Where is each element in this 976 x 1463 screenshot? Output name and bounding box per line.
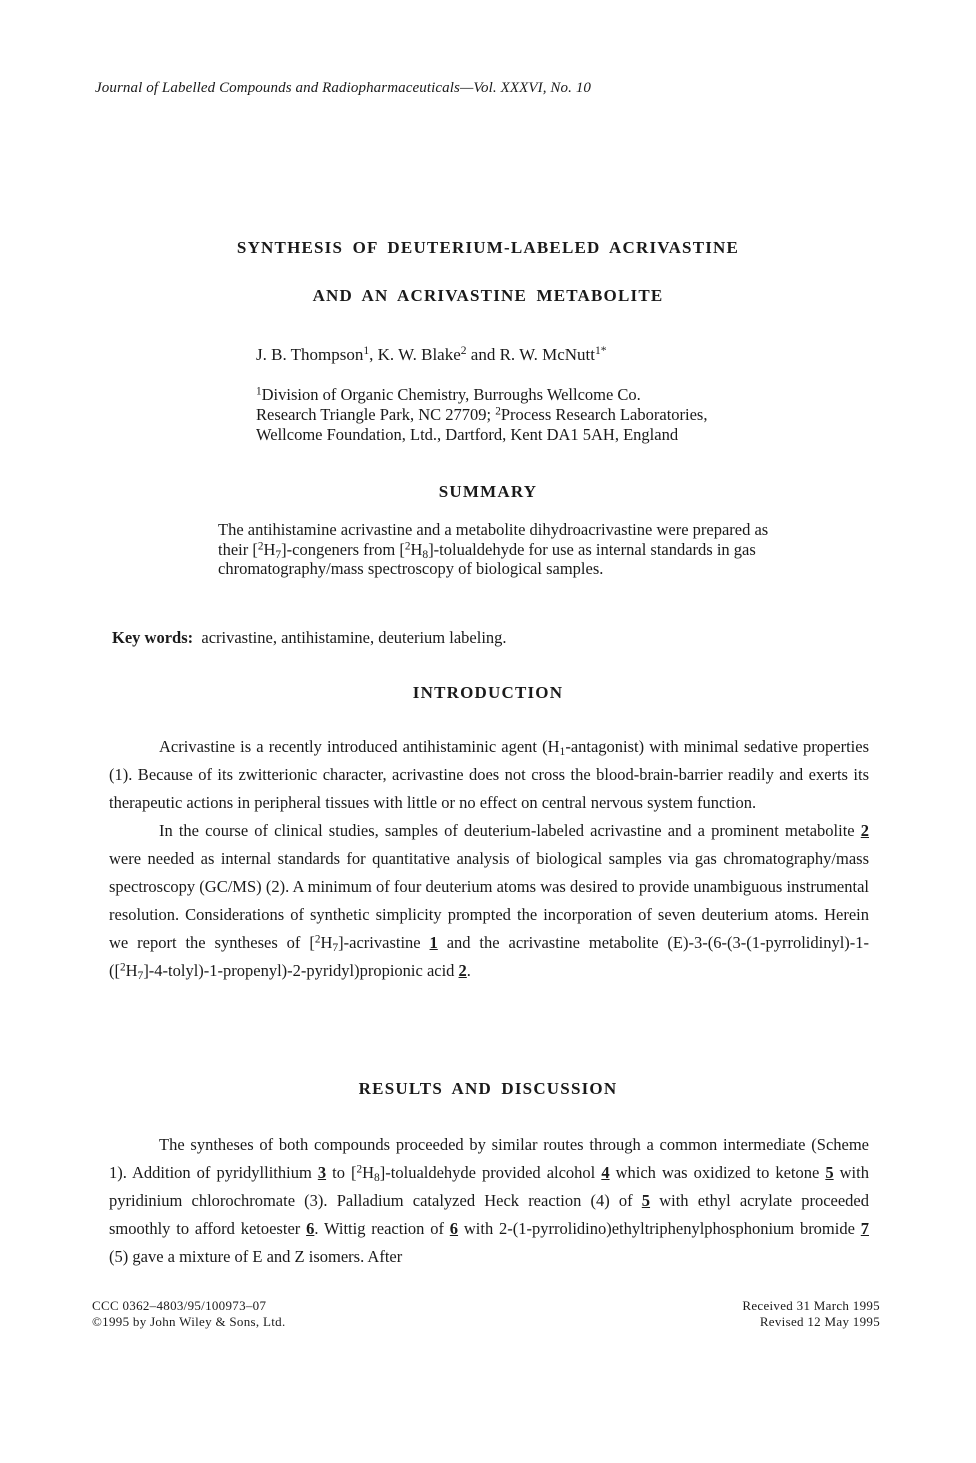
ccc-code: CCC 0362–4803/95/100973–07 xyxy=(92,1298,267,1313)
text-run: ]-tolualdehyde provided alcohol xyxy=(379,1163,602,1182)
text-run: ]-4-tolyl)-1-propenyl)-2-pyridyl)propionic acid xyxy=(143,961,459,980)
atom-count: 7 xyxy=(137,969,144,982)
summary-text: ]-congeners from [ xyxy=(281,539,405,559)
affiliations xyxy=(256,385,707,445)
title-line-2: AND AN ACRIVASTINE METABOLITE xyxy=(312,286,664,305)
results-body xyxy=(109,1131,869,1271)
compound-number: 1 xyxy=(429,933,438,952)
element-symbol: H xyxy=(263,539,276,559)
affiliation-marker: 1 xyxy=(256,385,262,398)
compound-number: 6 xyxy=(306,1219,315,1238)
text-run: which was oxidized to ketone xyxy=(609,1163,826,1182)
author-separator: , xyxy=(369,345,378,364)
compound-number: 4 xyxy=(601,1163,610,1182)
atom-count: 7 xyxy=(332,941,339,954)
atom-count: 8 xyxy=(374,1171,380,1184)
text-run: ]-acrivastine xyxy=(338,933,430,952)
affiliation-text: Process Research Laboratories, xyxy=(500,405,708,424)
affiliation-marker: 2 xyxy=(495,405,501,418)
element-symbol: H xyxy=(362,1163,374,1182)
element-symbol: H xyxy=(320,933,333,952)
text-run: . xyxy=(466,961,471,980)
atom-count: 7 xyxy=(275,548,282,561)
element-symbol: H xyxy=(125,961,138,980)
subscript: 1 xyxy=(559,745,566,758)
atom-count: 8 xyxy=(422,548,429,561)
text-run: with pyridinium chlorochromate (3). Palladium catalyzed Heck reaction (4) of xyxy=(109,1163,869,1210)
author-separator: and xyxy=(466,345,500,364)
compound-number: 3 xyxy=(317,1163,327,1182)
text-run: Acrivastine is a recently introduced antihistaminic agent (H xyxy=(159,737,560,756)
summary-text: ]-tolualdehyde for use as internal standards in gas chromatography/mass spectroscopy of biological samples. xyxy=(218,539,756,578)
text-run: The syntheses of both compounds proceeded by similar routes through a common intermediate (Scheme 1). Addition of pyridyllithium xyxy=(109,1135,869,1182)
author-name: J. B. Thompson xyxy=(256,345,364,364)
text-run: to [ xyxy=(326,1163,357,1182)
introduction-heading: INTRODUCTION xyxy=(412,683,564,702)
footer-left xyxy=(92,1298,286,1330)
affiliation-text: Division of Organic Chemistry, Burroughs Wellcome Co. xyxy=(261,385,641,404)
running-head: Journal of Labelled Compounds and Radiopharmaceuticals—Vol. XXXVI, No. 10 xyxy=(95,80,592,96)
isotope-mass: 2 xyxy=(257,539,264,552)
compound-number: 2 xyxy=(458,961,467,980)
keywords-label: Key words: xyxy=(112,628,194,647)
author-affiliation-marker: 1 xyxy=(363,344,370,358)
keywords xyxy=(112,628,507,648)
text-run: and the acrivastine metabolite (E)-3-(6-(3-(1-pyrrolidinyl)-1-([ xyxy=(109,933,870,980)
footer-right xyxy=(742,1298,880,1330)
isotope-mass: 2 xyxy=(404,539,411,552)
keywords-text: acrivastine, antihistamine, deuterium labeling. xyxy=(201,628,507,647)
revised-date: Revised 12 May 1995 xyxy=(759,1314,880,1329)
author-affiliation-marker: 2 xyxy=(460,344,467,358)
received-date: Received 31 March 1995 xyxy=(742,1298,880,1313)
affiliation-text: Research Triangle Park, NC 27709; xyxy=(256,405,496,424)
paragraph xyxy=(109,733,869,817)
title-line-1: SYNTHESIS OF DEUTERIUM-LABELED ACRIVASTINE xyxy=(236,238,740,257)
paragraph xyxy=(109,817,869,985)
affiliation-line xyxy=(256,405,707,425)
text-run: were needed as internal standards for quantitative analysis of biological samples via gas chromatography/mass spectroscopy (GC/MS) (2). A minimum of four deuterium atoms was desired to provide unambiguous instrumental resolution. Considerations of synthetic simplicity prompted the incorporation of seven deuterium atoms. Herein we report the syntheses of [ xyxy=(109,849,869,952)
isotope-mass: 2 xyxy=(120,961,126,974)
text-run: with ethyl acrylate proceeded smoothly to afford ketoester xyxy=(109,1191,870,1238)
text-run: In the course of clinical studies, samples of deuterium-labeled acrivastine and a prominent metabolite xyxy=(159,821,861,840)
summary-abstract xyxy=(218,520,783,579)
compound-number: 7 xyxy=(860,1219,869,1238)
text-run: -antagonist) with minimal sedative properties (1). Because of its zwitterionic character, acrivastine does not cross the blood-brain-barrier readily and exerts its therapeutic actions in peripheral tissues with little or no effect on central nervous system function. xyxy=(109,737,869,812)
copyright: ©1995 by John Wiley & Sons, Ltd. xyxy=(92,1314,286,1329)
compound-number: 5 xyxy=(825,1163,834,1182)
text-run: . Wittig reaction of xyxy=(314,1219,450,1238)
compound-number: 2 xyxy=(860,821,869,840)
affiliation-line xyxy=(256,385,707,405)
affiliation-line: Wellcome Foundation, Ltd., Dartford, Kent DA1 5AH, England xyxy=(256,425,679,444)
author-list xyxy=(256,345,607,365)
summary-text: The antihistamine acrivastine and a metabolite dihydroacrivastine were prepared as their [ xyxy=(218,520,769,559)
author-name: K. W. Blake xyxy=(377,345,461,364)
author-name: R. W. McNutt xyxy=(499,345,595,364)
isotope-mass: 2 xyxy=(356,1163,363,1176)
element-symbol: H xyxy=(410,539,423,559)
summary-heading: SUMMARY xyxy=(438,482,538,501)
results-heading: RESULTS AND DISCUSSION xyxy=(358,1079,618,1098)
compound-number: 5 xyxy=(641,1191,651,1210)
text-run: with 2-(1-pyrrolidino)ethyltriphenylphosphonium bromide xyxy=(458,1219,861,1238)
paragraph xyxy=(109,1131,869,1271)
introduction-body xyxy=(109,733,869,985)
text-run: (5) gave a mixture of E and Z isomers. After xyxy=(109,1247,403,1266)
isotope-mass: 2 xyxy=(314,933,321,946)
compound-number: 6 xyxy=(449,1219,459,1238)
author-affiliation-marker: 1* xyxy=(595,344,607,358)
